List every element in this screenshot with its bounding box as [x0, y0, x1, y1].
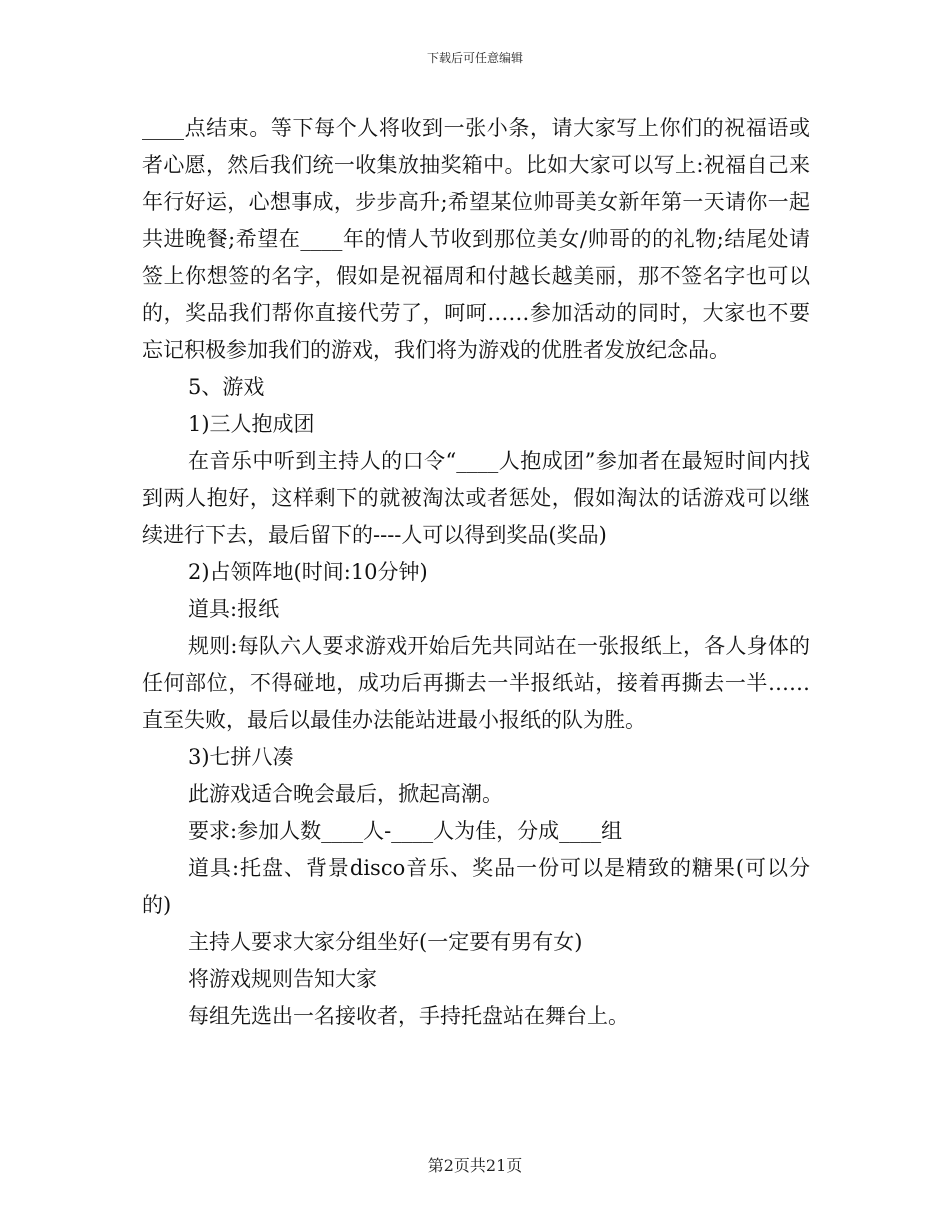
subheading-game-2: 2)占领阵地(时间:10分钟) — [188, 560, 428, 584]
section-heading-games: 5、游戏 — [188, 375, 265, 399]
paragraph-game-3-explain: 将游戏规则告知大家 — [188, 967, 377, 991]
paragraph-game-2-props: 道具:报纸 — [188, 597, 280, 621]
paragraph-game-2-rules: 规则:每队六人要求游戏开始后先共同站在一张报纸上，各人身体的任何部位，不得碰地，成功后再撕去一半报纸站，接着再撕去一半……直至失败，最后以最佳办法能站进最小报纸的队为胜。 — [142, 634, 810, 732]
document-body — [142, 110, 810, 1035]
paragraph-game-3-props: 道具:托盘、背景disco音乐、奖品一份可以是精致的糖果(可以分的) — [142, 856, 810, 917]
paragraph-game-3-intro: 此游戏适合晚会最后，掀起高潮。 — [188, 782, 503, 806]
paragraph-game-3-requirements: 要求:参加人数____人-____人为佳，分成____组 — [188, 819, 623, 843]
page-header: 下载后可任意编辑 — [426, 51, 523, 65]
paragraph-game-3-receiver: 每组先选出一名接收者，手持托盘站在舞台上。 — [188, 1004, 629, 1028]
paragraph-continued: ____点结束。等下每个人将收到一张小条，请大家写上你们的祝福语或者心愿，然后我们统一收集放抽奖箱中。比如大家可以写上:祝福自己来年行好运，心想事成，步步高升;希望某位帅哥美女新年第一天请你一起共进晚餐;希望在____年的情人节收到那位美女/帅哥的的礼物;结尾处请签上你想签的名字，假如是祝福周和付越长越美丽，那不签名字也可以的，奖品我们帮你直接代劳了，呵呵……参加活动的同时，大家也不要忘记积极参加我们的游戏，我们将为游戏的优胜者发放纪念品。 — [142, 116, 810, 362]
subheading-game-3: 3)七拼八凑 — [188, 745, 294, 769]
paragraph-game-1-rules: 在音乐中听到主持人的口令“____人抱成团”参加者在最短时间内找到两人抱好，这样剩下的就被淘汰或者惩处，假如淘汰的话游戏可以继续进行下去，最后留下的----人可以得到奖品(奖品) — [142, 449, 810, 547]
subheading-game-1: 1)三人抱成团 — [188, 412, 315, 436]
page-footer: 第2页共21页 — [427, 1156, 523, 1175]
paragraph-game-3-grouping: 主持人要求大家分组坐好(一定要有男有女) — [188, 930, 583, 954]
